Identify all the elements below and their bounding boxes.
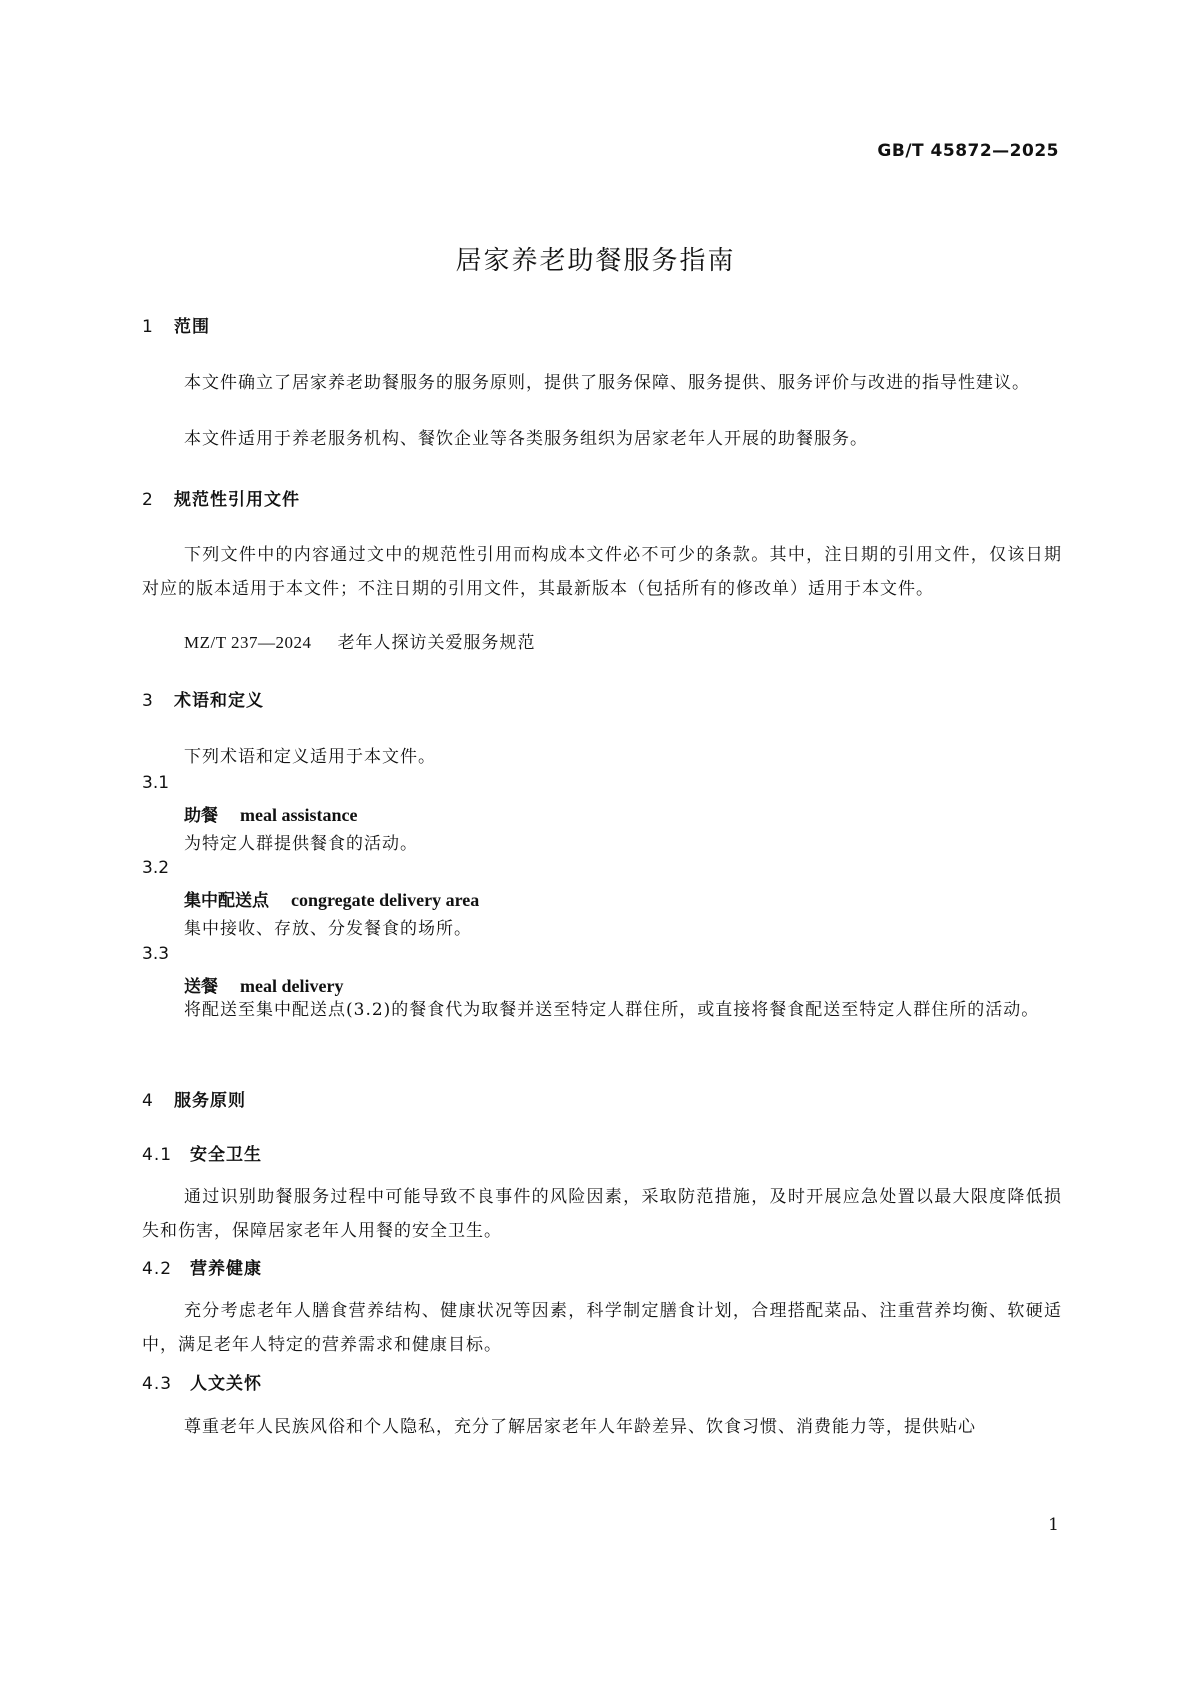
term-number: 3.1 [142, 773, 170, 793]
document-title: 居家养老助餐服务指南 [455, 246, 736, 276]
clause-4-3-heading [142, 1369, 262, 1394]
term-zh: 助餐 [184, 806, 218, 826]
reference-code: MZ/T 237—2024 [184, 633, 312, 652]
clause-4-2-heading [142, 1254, 262, 1279]
section-title: 服务原则 [174, 1091, 246, 1111]
section-3-heading [142, 686, 264, 711]
section-1-paragraph-1: 本文件确立了居家养老助餐服务的服务原则，提供了服务保障、服务提供、服务评价与改进的指导性建议。 [184, 373, 1030, 393]
clause-number: 4.2 [142, 1259, 173, 1279]
section-2-paragraph: 下列文件中的内容通过文中的规范性引用而构成本文件必不可少的条款。其中，注日期的引用文件，仅该日期对应的版本适用于本文件；不注日期的引用文件，其最新版本（包括所有的修改单）适用于本文件。 [142, 545, 1062, 599]
term-zh: 送餐 [184, 977, 218, 997]
term-number: 3.3 [142, 944, 170, 964]
term-zh: 集中配送点 [184, 891, 269, 911]
clause-title: 营养健康 [190, 1259, 262, 1279]
section-2-heading [142, 485, 300, 510]
clause-4-1-heading [142, 1140, 262, 1165]
page-number: 1 [1048, 1515, 1059, 1535]
section-number: 3 [142, 691, 154, 711]
term-entry [184, 801, 357, 826]
term-definition: 将配送至集中配送点(3.2)的餐食代为取餐并送至特定人群住所，或直接将餐食配送至特定人群住所的活动。 [184, 1000, 1040, 1020]
clause-title: 安全卫生 [190, 1145, 262, 1165]
term-en: congregate delivery area [291, 890, 480, 910]
term-en: meal assistance [240, 805, 358, 825]
term-entry [184, 886, 479, 911]
normative-reference [184, 628, 536, 653]
clause-title: 人文关怀 [190, 1374, 262, 1394]
term-number: 3.2 [142, 858, 170, 878]
clause-4-3-paragraph: 尊重老年人民族风俗和个人隐私，充分了解居家老年人年龄差异、饮食习惯、消费能力等，提供贴心 [184, 1417, 976, 1437]
term-definition: 集中接收、存放、分发餐食的场所。 [184, 919, 472, 939]
clause-4-2-paragraph: 充分考虑老年人膳食营养结构、健康状况等因素，科学制定膳食计划，合理搭配菜品、注重营养均衡、软硬适中，满足老年人特定的营养需求和健康目标。 [142, 1301, 1062, 1355]
section-number: 2 [142, 490, 154, 510]
reference-title: 老年人探访关爱服务规范 [337, 633, 536, 653]
section-title: 术语和定义 [174, 691, 264, 711]
clause-number: 4.1 [142, 1145, 173, 1165]
clause-number: 4.3 [142, 1374, 173, 1394]
section-number: 1 [142, 317, 154, 337]
standard-code: GB/T 45872—2025 [877, 141, 1059, 161]
clause-4-1-paragraph: 通过识别助餐服务过程中可能导致不良事件的风险因素，采取防范措施，及时开展应急处置以最大限度降低损失和伤害，保障居家老年人用餐的安全卫生。 [142, 1187, 1062, 1241]
term-definition: 为特定人群提供餐食的活动。 [184, 834, 418, 854]
section-4-heading [142, 1086, 246, 1111]
section-3-intro: 下列术语和定义适用于本文件。 [184, 747, 436, 767]
section-1-heading [142, 312, 210, 337]
term-en: meal delivery [240, 976, 344, 996]
section-number: 4 [142, 1091, 154, 1111]
section-title: 范围 [174, 317, 210, 337]
section-1-paragraph-2: 本文件适用于养老服务机构、餐饮企业等各类服务组织为居家老年人开展的助餐服务。 [184, 429, 868, 449]
section-title: 规范性引用文件 [174, 490, 300, 510]
